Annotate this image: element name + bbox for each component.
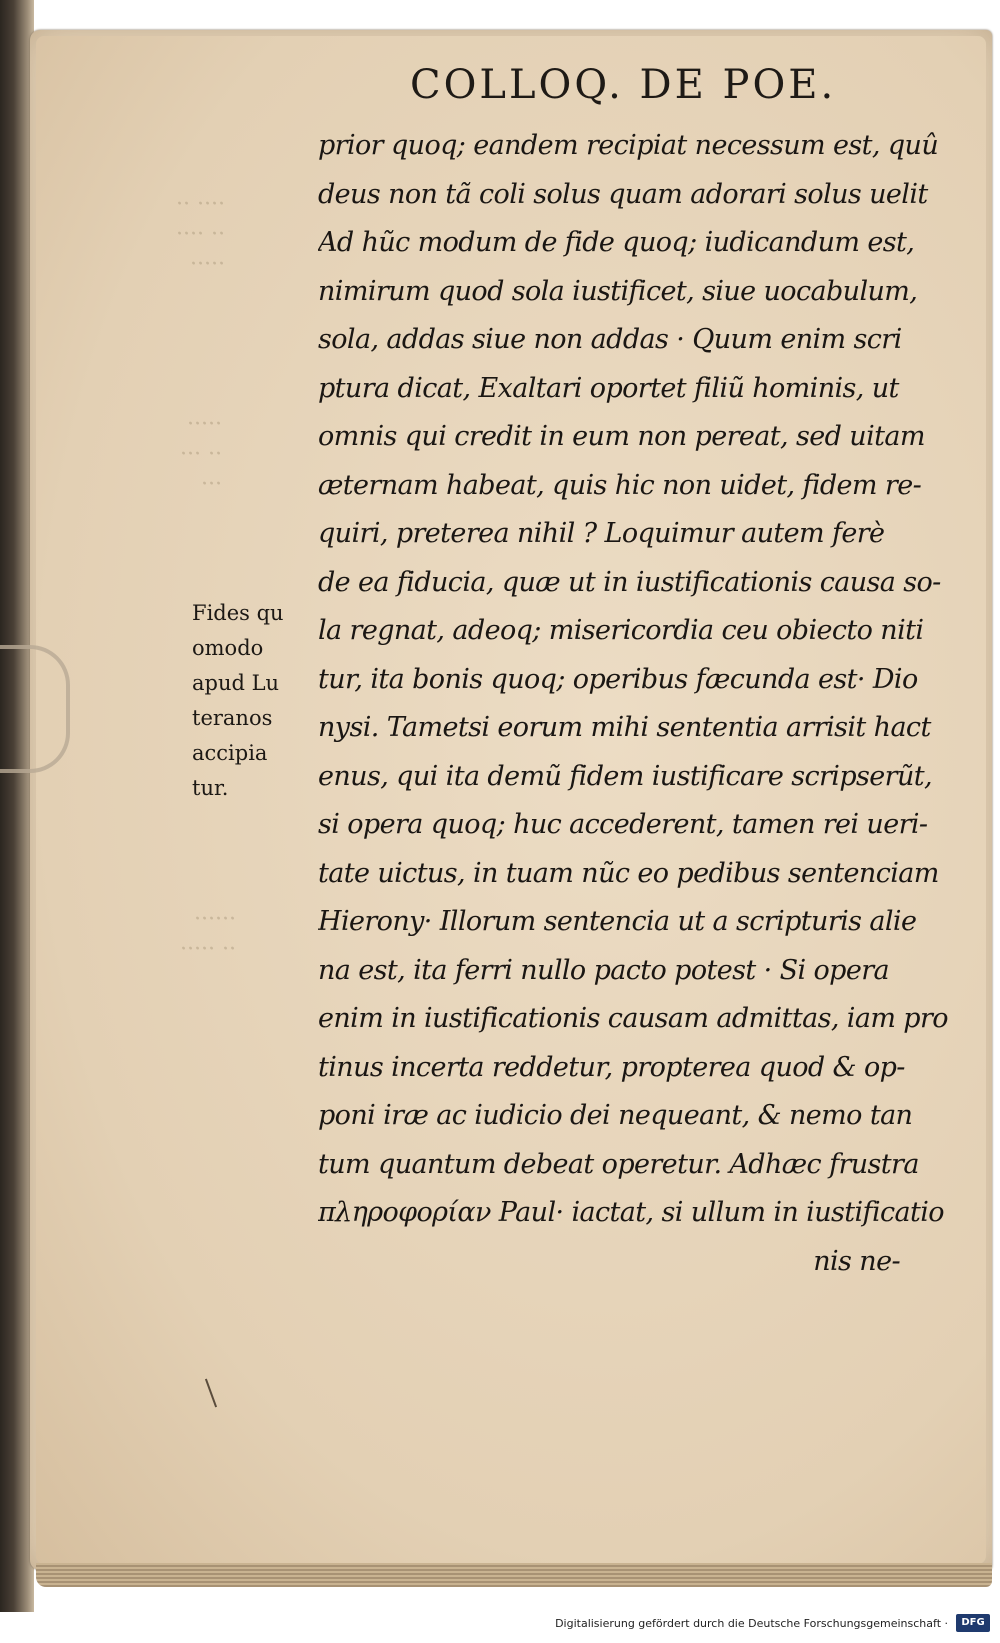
text-line: enim in iustificationis causam admittas, iam pro <box>318 1003 948 1034</box>
text-line: omnis qui credit in eum non pereat, sed uitam <box>318 421 925 452</box>
text-line: si opera quoq; huc accederent, tamen rei ueri- <box>318 809 928 840</box>
body-text <box>318 122 958 1286</box>
marginal-note-line: omodo <box>192 636 264 660</box>
text-line: quiri, preterea nihil ? Loquimur autem ferè <box>318 518 885 549</box>
text-line: de ea fiducia, quæ ut in iustificationis causa so- <box>318 566 941 598</box>
catchword: nis ne- <box>813 1245 900 1277</box>
text-line: πληροφορίαν Paul· iactat, si ullum in iustificatio <box>318 1197 944 1228</box>
text-line: Ad hũc modum de fide quoq; iudicandum est, <box>318 227 915 258</box>
marginal-note-line: teranos <box>192 706 273 730</box>
marginal-note <box>192 596 302 806</box>
text-line: Hierony· Illorum sentencia ut a scripturis alie <box>318 906 917 937</box>
text-line: la regnat, adeoq; misericordia ceu obiecto niti <box>318 615 924 646</box>
text-line: deus non tã coli solus quam adorari solus uelit <box>318 178 928 210</box>
text-line: sola, addas siue non addas · Quum enim scri <box>318 324 902 355</box>
marginal-note-line: accipia <box>192 741 268 765</box>
text-line: tinus incerta reddetur, propterea quod & op- <box>318 1051 905 1083</box>
show-through-ink: ···· ·· ·· ···· ····· <box>176 192 225 277</box>
page-clip <box>0 645 70 773</box>
text-line: æternam habeat, quis hic non uidet, fidem re- <box>318 469 922 501</box>
text-line: ptura dicat, Exaltari oportet filiũ hominis, ut <box>318 372 899 404</box>
stacked-page-edges <box>36 1563 992 1587</box>
footer-credit: Digitalisierung gefördert durch die Deutsche Forschungsgemeinschaft · <box>555 1617 948 1630</box>
running-head: COLLOQ. DE POE. <box>410 62 837 108</box>
dfg-logo: DFG <box>956 1614 990 1632</box>
show-through-ink: ····· ·· ··· ··· <box>180 412 222 497</box>
text-line: prior quoq; eandem recipiat necessum est, quû <box>318 130 939 161</box>
text-line: na est, ita ferri nullo pacto potest · Si opera <box>318 954 890 986</box>
text-line: tum quantum debeat operetur. Adhæc frustra <box>318 1148 919 1180</box>
text-line: poni iræ ac iudicio dei nequeant, & nemo tan <box>318 1100 913 1131</box>
text-line: nysi. Tametsi eorum mihi sententia arrisit hact <box>318 712 931 743</box>
marginal-note-line: apud Lu <box>192 671 280 695</box>
marginal-note-line: Fides qu <box>192 601 284 625</box>
book-edge <box>0 0 34 1643</box>
marginal-note-line: tur. <box>192 776 229 800</box>
show-through-ink: ······ ·· ····· <box>180 907 236 962</box>
text-line: nimirum quod sola iustificet, siue uocabulum, <box>318 275 918 307</box>
text-line: tate uictus, in tuam nũc eo pedibus sentenciam <box>318 857 939 889</box>
text-line: tur, ita bonis quoq; operibus fæcunda est· Dio <box>318 663 918 695</box>
text-line: enus, qui ita demũ fidem iustificare scripserũt, <box>318 760 932 792</box>
